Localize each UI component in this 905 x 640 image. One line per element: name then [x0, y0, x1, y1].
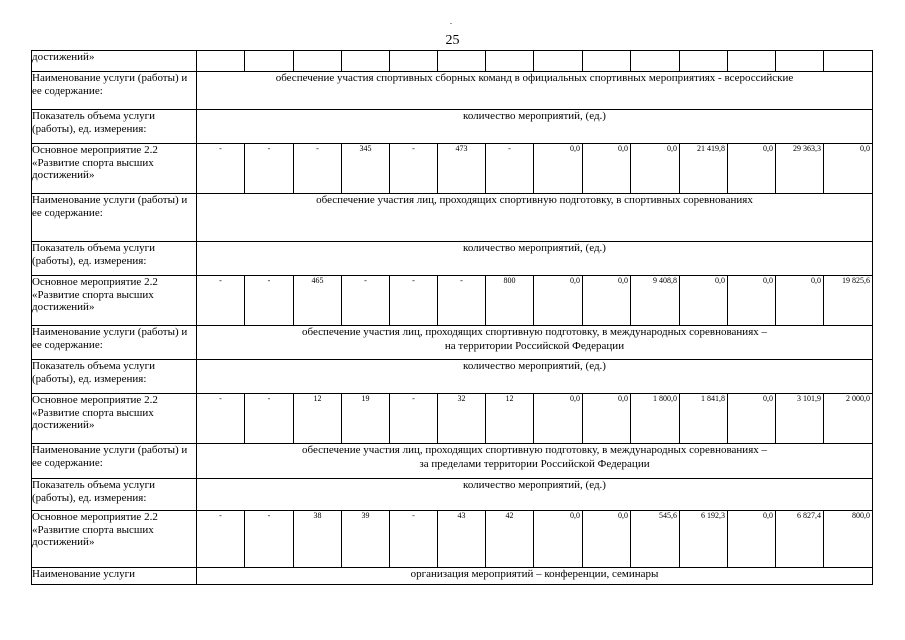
value-cell: 0,0: [776, 276, 824, 326]
service-description: [197, 326, 873, 360]
value-cell: 0,0: [534, 394, 583, 444]
value-cell: 545,6: [631, 511, 680, 568]
value-cell: 0,0: [583, 394, 631, 444]
activity-label: Основное мероприятие 2.2 «Развитие спорта высших достижений»: [32, 276, 197, 326]
value-cell: 0,0: [728, 511, 776, 568]
activity-row: [32, 394, 873, 444]
value-cell: 0,0: [728, 276, 776, 326]
value-cell: -: [342, 276, 390, 326]
value-cell: 42: [486, 511, 534, 568]
value-cell: -: [390, 394, 438, 444]
empty-cell: [824, 51, 873, 72]
table-row-last: [32, 568, 873, 585]
value-cell: -: [245, 276, 294, 326]
row-label-continued: достижений»: [32, 51, 197, 72]
empty-cell: [776, 51, 824, 72]
value-cell: 21 419,8: [680, 144, 728, 194]
value-cell: 0,0: [824, 144, 873, 194]
service-name-label: Наименование услуги (работы) и ее содержание:: [32, 444, 197, 479]
value-cell: 12: [486, 394, 534, 444]
activity-row: [32, 511, 873, 568]
value-cell: 19 825,6: [824, 276, 873, 326]
value-cell: 0,0: [534, 511, 583, 568]
service-name-label: Наименование услуги (работы) и ее содержание:: [32, 194, 197, 242]
service-description-line: за пределами территории Российской Федерации: [419, 457, 650, 470]
scan-mark: [450, 23, 452, 24]
page-number: 25: [445, 33, 460, 48]
service-description: [197, 72, 873, 110]
service-row: [32, 326, 873, 360]
empty-cell: [631, 51, 680, 72]
indicator-unit: количество мероприятий, (ед.): [197, 242, 873, 276]
value-cell: -: [390, 144, 438, 194]
value-cell: 38: [294, 511, 342, 568]
indicator-label: Показатель объема услуги (работы), ед. измерения:: [32, 110, 197, 144]
indicator-row: [32, 479, 873, 511]
value-cell: 0,0: [583, 276, 631, 326]
indicator-unit: количество мероприятий, (ед.): [197, 110, 873, 144]
indicator-unit: количество мероприятий, (ед.): [197, 360, 873, 394]
value-cell: 6 827,4: [776, 511, 824, 568]
empty-cell: [390, 51, 438, 72]
value-cell: -: [197, 394, 245, 444]
value-cell: -: [294, 144, 342, 194]
value-cell: -: [197, 511, 245, 568]
value-cell: 29 363,3: [776, 144, 824, 194]
indicator-label: Показатель объема услуги (работы), ед. измерения:: [32, 360, 197, 394]
service-row: [32, 72, 873, 110]
empty-cell: [680, 51, 728, 72]
activity-label: Основное мероприятие 2.2 «Развитие спорта высших достижений»: [32, 511, 197, 568]
service-description-line: обеспечение участия лиц, проходящих спортивную подготовку, в международных соревнованиях –: [302, 326, 767, 338]
services-table: [31, 50, 873, 585]
value-cell: -: [245, 511, 294, 568]
empty-cell: [197, 51, 245, 72]
value-cell: 9 408,8: [631, 276, 680, 326]
activity-label: Основное мероприятие 2.2 «Развитие спорта высших достижений»: [32, 394, 197, 444]
table-row-top: [32, 51, 873, 72]
service-name-label: Наименование услуги (работы) и ее содержание:: [32, 326, 197, 360]
activity-label: Основное мероприятие 2.2 «Развитие спорта высших достижений»: [32, 144, 197, 194]
service-description: [197, 194, 873, 242]
service-description-line: обеспечение участия лиц, проходящих спортивную подготовку, в спортивных соревнованиях: [316, 194, 753, 206]
value-cell: 2 000,0: [824, 394, 873, 444]
value-cell: 12: [294, 394, 342, 444]
empty-cell: [342, 51, 390, 72]
activity-row: [32, 144, 873, 194]
value-cell: 43: [438, 511, 486, 568]
service-description: [197, 444, 873, 479]
empty-cell: [294, 51, 342, 72]
activity-row: [32, 276, 873, 326]
value-cell: 345: [342, 144, 390, 194]
empty-cell: [438, 51, 486, 72]
empty-cell: [728, 51, 776, 72]
indicator-row: [32, 360, 873, 394]
value-cell: 0,0: [534, 276, 583, 326]
service-description-line: на территории Российской Федерации: [444, 339, 625, 352]
value-cell: 0,0: [728, 394, 776, 444]
value-cell: -: [390, 276, 438, 326]
value-cell: 0,0: [583, 511, 631, 568]
service-row: [32, 194, 873, 242]
indicator-unit: количество мероприятий, (ед.): [197, 479, 873, 511]
service-description-line: обеспечение участия лиц, проходящих спортивную подготовку, в международных соревнованиях –: [302, 444, 767, 456]
empty-cell: [245, 51, 294, 72]
value-cell: -: [245, 144, 294, 194]
value-cell: -: [438, 276, 486, 326]
empty-cell: [583, 51, 631, 72]
value-cell: 1 800,0: [631, 394, 680, 444]
service-description: организация мероприятий – конференции, семинары: [197, 568, 873, 585]
value-cell: -: [486, 144, 534, 194]
service-description-line: обеспечение участия спортивных сборных команд в официальных спортивных мероприятиях - всероссийские: [275, 72, 794, 84]
service-row: [32, 444, 873, 479]
value-cell: 0,0: [728, 144, 776, 194]
empty-cell: [534, 51, 583, 72]
service-name-label: Наименование услуги (работы) и ее содержание:: [32, 72, 197, 110]
indicator-row: [32, 110, 873, 144]
value-cell: 473: [438, 144, 486, 194]
value-cell: 1 841,8: [680, 394, 728, 444]
service-name-label: Наименование услуги: [32, 568, 197, 585]
indicator-row: [32, 242, 873, 276]
value-cell: 800: [486, 276, 534, 326]
value-cell: 0,0: [583, 144, 631, 194]
value-cell: -: [197, 276, 245, 326]
indicator-label: Показатель объема услуги (работы), ед. измерения:: [32, 242, 197, 276]
value-cell: -: [197, 144, 245, 194]
value-cell: 19: [342, 394, 390, 444]
empty-cell: [486, 51, 534, 72]
value-cell: 0,0: [680, 276, 728, 326]
value-cell: -: [390, 511, 438, 568]
value-cell: 32: [438, 394, 486, 444]
value-cell: 6 192,3: [680, 511, 728, 568]
value-cell: 465: [294, 276, 342, 326]
indicator-label: Показатель объема услуги (работы), ед. измерения:: [32, 479, 197, 511]
value-cell: 0,0: [534, 144, 583, 194]
value-cell: 3 101,9: [776, 394, 824, 444]
value-cell: 800,0: [824, 511, 873, 568]
value-cell: 0,0: [631, 144, 680, 194]
value-cell: 39: [342, 511, 390, 568]
value-cell: -: [245, 394, 294, 444]
